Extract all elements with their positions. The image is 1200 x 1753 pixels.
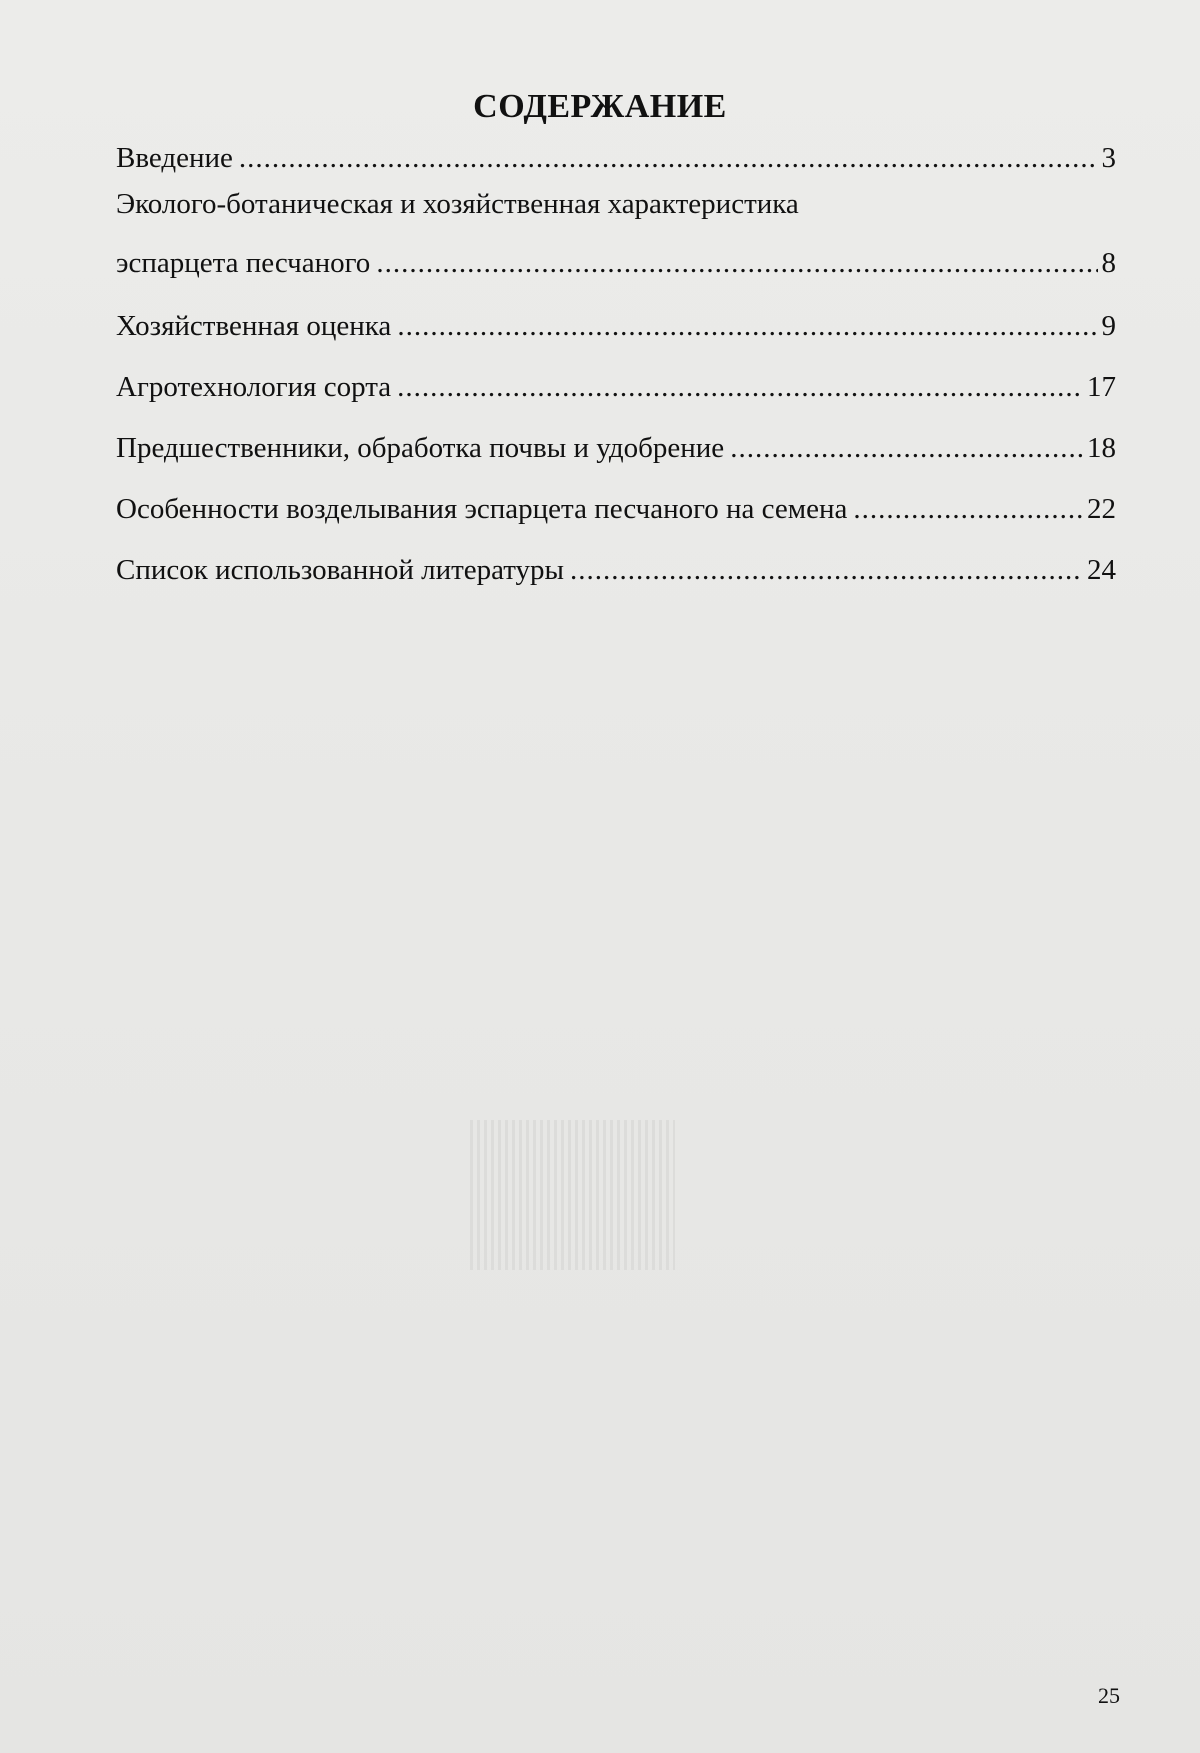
toc-entry-predecessors <box>116 431 1116 465</box>
page-number: 25 <box>1098 1683 1120 1708</box>
toc-entry-page: 22 <box>1087 493 1116 525</box>
toc-leader-dots <box>239 141 1098 175</box>
toc-entry-page: 17 <box>1087 371 1116 403</box>
toc-entry-label: Предшественники, обработка почвы и удобрение <box>116 432 725 464</box>
toc-entry-agrotechnology <box>116 370 1116 404</box>
toc-leader-dots <box>730 431 1083 465</box>
toc-entry-label: Хозяйственная оценка <box>116 310 392 342</box>
toc-entry-seed-cultivation <box>116 492 1116 526</box>
toc-leader-dots <box>397 370 1083 404</box>
toc-entry-economic-assessment <box>116 309 1116 343</box>
toc-entry-characteristics <box>116 187 1116 280</box>
toc-entry-label: Эколого-ботаническая и хозяйственная характеристика <box>116 188 799 220</box>
toc-entry-page: 3 <box>1101 142 1116 174</box>
toc-leader-dots <box>853 492 1083 526</box>
toc-entry-label: Особенности возделывания эспарцета песчаного на семена <box>116 493 848 525</box>
toc-title: СОДЕРЖАНИЕ <box>473 88 727 125</box>
toc-entry-introduction <box>116 141 1116 175</box>
toc-entry-references <box>116 553 1116 587</box>
toc-entry-page: 24 <box>1087 554 1116 586</box>
toc-entry-label: Агротехнология сорта <box>116 371 392 403</box>
toc-entry-page: 18 <box>1087 432 1116 464</box>
bleed-through-barcode <box>470 1120 675 1270</box>
toc-leader-dots <box>397 309 1097 343</box>
toc-leader-dots <box>376 246 1097 280</box>
toc-entry-label: Введение <box>116 142 233 174</box>
toc-entry-label-continued: эспарцета песчаного <box>116 247 371 279</box>
bleed-through-heading <box>0 690 1200 737</box>
toc-entry-label: Список использованной литературы <box>116 554 565 586</box>
toc-leader-dots <box>570 553 1083 587</box>
toc-entry-page: 8 <box>1101 247 1116 279</box>
toc-entry-page: 9 <box>1101 310 1116 342</box>
